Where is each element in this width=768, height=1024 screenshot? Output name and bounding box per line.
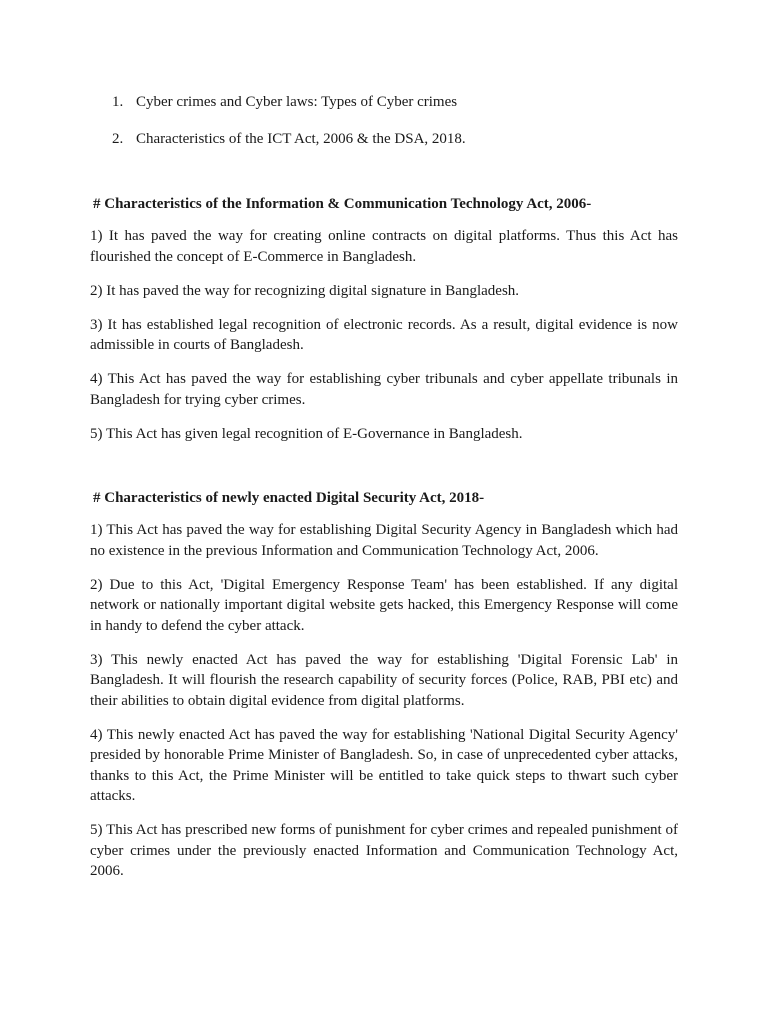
topic-number: 1. [112,94,124,110]
section-heading: # Characteristics of newly enacted Digital Security Act, 2018- [93,490,485,506]
paragraph: 3) This newly enacted Act has paved the way for establishing 'Digital Forensic Lab' in Bangladesh. It will flourish the research capability of security forces (Police, RAB, PBI etc) and their abilities to obtain digital evidence from digital platforms. [90,651,678,709]
topic-item [112,129,466,149]
paragraph: 2) Due to this Act, 'Digital Emergency Response Team' has been established. If any digital network or nationally important digital website gets hacked, this Emergency Response will come in handy to defend the cyber attack. [90,576,678,634]
paragraph: 1) This Act has paved the way for establishing Digital Security Agency in Bangladesh which had no existence in the previous Information and Communication Technology Act, 2006. [90,522,678,559]
dsa-section [90,488,678,895]
paragraph: 3) It has established legal recognition of electronic records. As a result, digital evidence is now admissible in courts of Bangladesh. [90,316,678,353]
topic-item [112,92,466,112]
paragraph: 4) This Act has paved the way for establishing cyber tribunals and cyber appellate tribunals in Bangladesh for trying cyber crimes. [90,371,678,408]
topic-text: Characteristics of the ICT Act, 2006 & the DSA, 2018. [136,131,466,147]
topic-number: 2. [112,131,124,147]
ict-act-section [90,194,678,458]
topic-list [112,92,466,149]
section-heading: # Characteristics of the Information & Communication Technology Act, 2006- [93,196,592,212]
paragraph: 5) This Act has given legal recognition of E-Governance in Bangladesh. [90,425,523,442]
paragraph: 5) This Act has prescribed new forms of punishment for cyber crimes and repealed punishment of cyber crimes under the previously enacted Information and Communication Technology Act, 2006. [90,822,678,879]
paragraph: 4) This newly enacted Act has paved the way for establishing 'National Digital Security Agency' presided by honorable Prime Minister of Bangladesh. So, in case of unprecedented cyber attacks, thanks to this Act, the Prime Minister will be entitled to take quick steps to thwart such cyber attacks. [90,726,678,804]
topic-text: Cyber crimes and Cyber laws: Types of Cyber crimes [136,94,458,110]
paragraph: 2) It has paved the way for recognizing digital signature in Bangladesh. [90,282,520,299]
paragraph: 1) It has paved the way for creating online contracts on digital platforms. Thus this Act has flourished the concept of E-Commerce in Bangladesh. [90,228,678,265]
